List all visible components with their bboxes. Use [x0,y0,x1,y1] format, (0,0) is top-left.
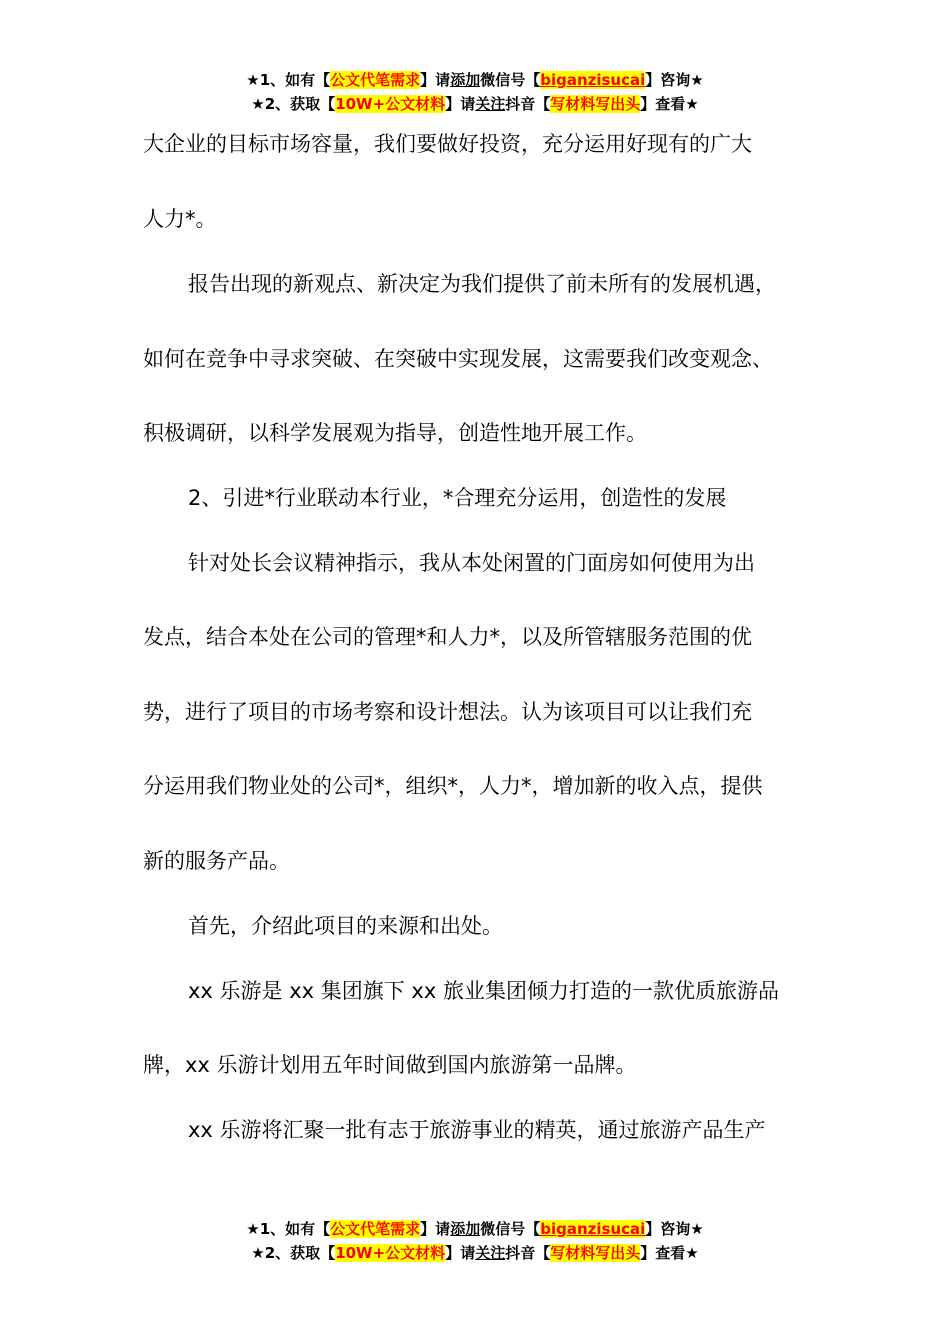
banner-highlight-douyin: 写材料写出头 [550,95,641,113]
banner-underline: 添加 [450,71,481,89]
body-line: 如何在竞争中寻求突破、在突破中实现发展，这需要我们改变观念、 [143,347,773,371]
banner-text: 】查看★ [640,1244,699,1262]
banner-text: ★2、获取【 [251,1244,336,1262]
banner-highlight-wechat: biganzisucai [540,1220,646,1238]
banner-text: 】查看★ [640,95,699,113]
body-line: 首先，介绍此项目的来源和出处。 [188,914,503,938]
footer-banner-line-2 [0,1241,950,1265]
banner-text: 】请 [445,1244,476,1262]
body-line: 报告出现的新观点、新决定为我们提供了前未所有的发展机遇， [188,272,776,296]
header-banner [0,68,950,116]
banner-underline: 添加 [450,1220,481,1238]
body-line: 大企业的目标市场容量，我们要做好投资，充分运用好现有的广大 [143,132,752,156]
body-line: xx 乐游是 xx 集团旗下 xx 旅业集团倾力打造的一款优质旅游品 [188,979,779,1003]
banner-text: 】咨询★ [645,71,704,89]
body-line: 牌，xx 乐游计划用五年时间做到国内旅游第一品牌。 [143,1053,637,1077]
banner-text: ★2、获取【 [251,95,336,113]
banner-text: 抖音【 [505,95,551,113]
banner-underline: 关注 [475,95,506,113]
banner-highlight: 10W+公文材料 [335,95,446,113]
header-banner-line-1 [0,68,950,92]
footer-banner [0,1217,950,1265]
banner-highlight-douyin: 写材料写出头 [550,1244,641,1262]
banner-text: ★1、如有【 [246,1220,331,1238]
body-line: 针对处长会议精神指示，我从本处闲置的门面房如何使用为出 [188,551,755,575]
body-line: 新的服务产品。 [143,849,290,873]
banner-text: 微信号【 [480,71,541,89]
banner-highlight: 公文代笔需求 [330,71,421,89]
banner-highlight: 10W+公文材料 [335,1244,446,1262]
body-line: 发点，结合本处在公司的管理*和人力*，以及所管辖服务范围的优 [143,625,752,649]
banner-text: 抖音【 [505,1244,551,1262]
section-heading: 2、引进*行业联动本行业，*合理充分运用，创造性的发展 [188,486,727,510]
body-line: 人力*。 [143,207,217,231]
body-line: xx 乐游将汇聚一批有志于旅游事业的精英，通过旅游产品生产 [188,1118,766,1142]
body-line: 势，进行了项目的市场考察和设计想法。认为该项目可以让我们充 [143,700,752,724]
banner-text: 】请 [420,71,451,89]
banner-highlight-wechat: biganzisucai [540,71,646,89]
banner-text: 】咨询★ [645,1220,704,1238]
banner-highlight: 公文代笔需求 [330,1220,421,1238]
banner-text: 微信号【 [480,1220,541,1238]
footer-banner-line-1 [0,1217,950,1241]
body-line: 分运用我们物业处的公司*，组织*，人力*，增加新的收入点，提供 [143,774,763,798]
body-line: 积极调研，以科学发展观为指导，创造性地开展工作。 [143,421,647,445]
banner-text: ★1、如有【 [246,71,331,89]
banner-text: 】请 [420,1220,451,1238]
banner-underline: 关注 [475,1244,506,1262]
header-banner-line-2 [0,92,950,116]
banner-text: 】请 [445,95,476,113]
